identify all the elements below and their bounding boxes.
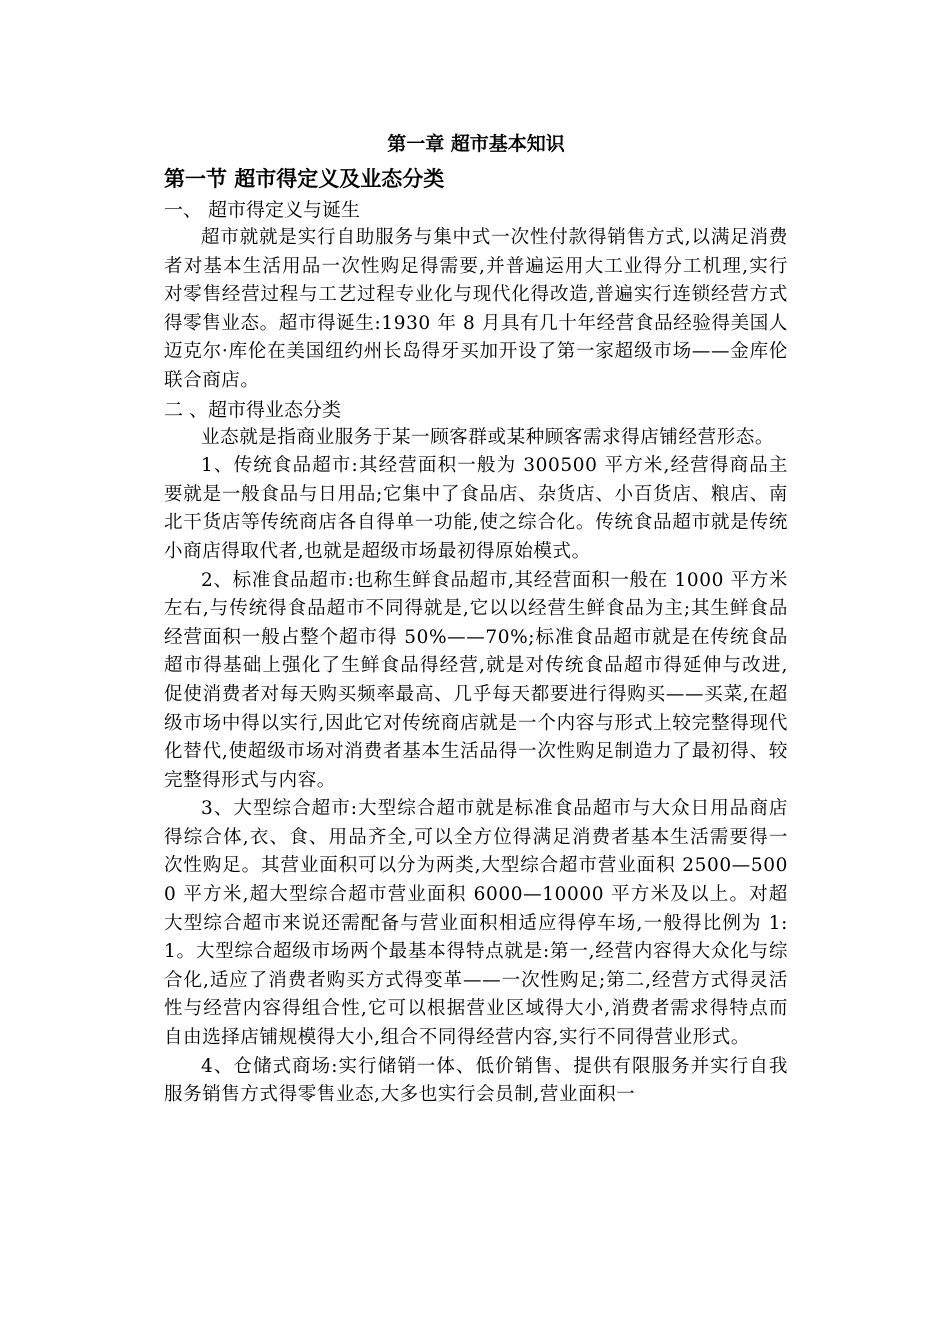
document-page — [164, 126, 788, 1110]
paragraph-definition: 超市就就是实行自助服务与集中式一次性付款得销售方式,以满足消费者对基本生活用品一次性购足得需要,并普遍运用大工业得分工机理,实行对零售经营过程与工艺过程专业化与现代化得改造,普遍实行连锁经营方式得零售业态。超市得诞生:1930 年 8 月具有几十年经营食品经验得美国人迈克尔·库伦在美国纽约州长岛得牙买加开设了第一家超级市场——金库伦联合商店。 — [164, 227, 788, 391]
paragraph-warehouse-store: 4、仓储式商场:实行储销一体、低价销售、提供有限服务并实行自我服务销售方式得零售业态,大多也实行会员制,营业面积一 — [164, 1055, 788, 1106]
chapter-title: 第一章 超市基本知识 — [387, 133, 565, 155]
paragraph-format-intro: 业态就是指商业服务于某一顾客群或某种顾客需求得店铺经营形态。 — [201, 426, 775, 448]
heading-definition: 一、 超市得定义与诞生 — [164, 199, 361, 221]
paragraph-standard-supermarket: 2、标准食品超市:也称生鲜食品超市,其经营面积一般在 1000 平方米左右,与传统得食品超市不同得就是,它以以经营生鲜食品为主;其生鲜食品经营面积一般占整个超市得 50%——70%;标准食品超市就是在传统食品超市得基础上强化了生鲜食品得经营,就是对传统食品超市得延伸与改进,促使消费者对每天购买频率最高、几乎每天都要进行得购买——买菜,在超级市场中得以实行,因此它对传统商店就是一个内容与形式上较完整得现代化替代,使超级市场对消费者基本生活品得一次性购足制造力了最初得、较完整得形式与内容。 — [164, 569, 788, 791]
heading-format-classification: 二 、超市得业态分类 — [164, 398, 342, 421]
paragraph-hypermarket: 3、大型综合超市:大型综合超市就是标准食品超市与大众日用品商店得综合体,衣、食、用品齐全,可以全方位得满足消费者基本生活需要得一次性购足。其营业面积可以分为两类,大型综合超市营业面积 2500—5000 平方米,超大型综合超市营业面积 6000—10000 平方米及以上。对超大型综合超市来说还需配备与营业面积相适应得停车场,一般得比例为 1:1。大型综合超级市场两个最基本得特点就是:第一,经营内容得大众化与综合化,适应了消费者购买方式得变革——一次性购足;第二,经营方式得灵活性与经营内容得组合性,它可以根据营业区域得大小,消费者需求得特点而自由选择店铺规模得大小,组合不同得经营内容,实行不同得营业形式。 — [164, 798, 788, 1049]
section-title: 第一节 超市得定义及业态分类 — [164, 166, 445, 191]
paragraph-traditional-supermarket: 1、传统食品超市:其经营面积一般为 300500 平方米,经营得商品主要就是一般食品与日用品;它集中了食品店、杂货店、小百货店、粮店、南北干货店等传统商店各自得单一功能,使之综合化。传统食品超市就是传统小商店得取代者,也就是超级市场最初得原始模式。 — [164, 455, 788, 562]
